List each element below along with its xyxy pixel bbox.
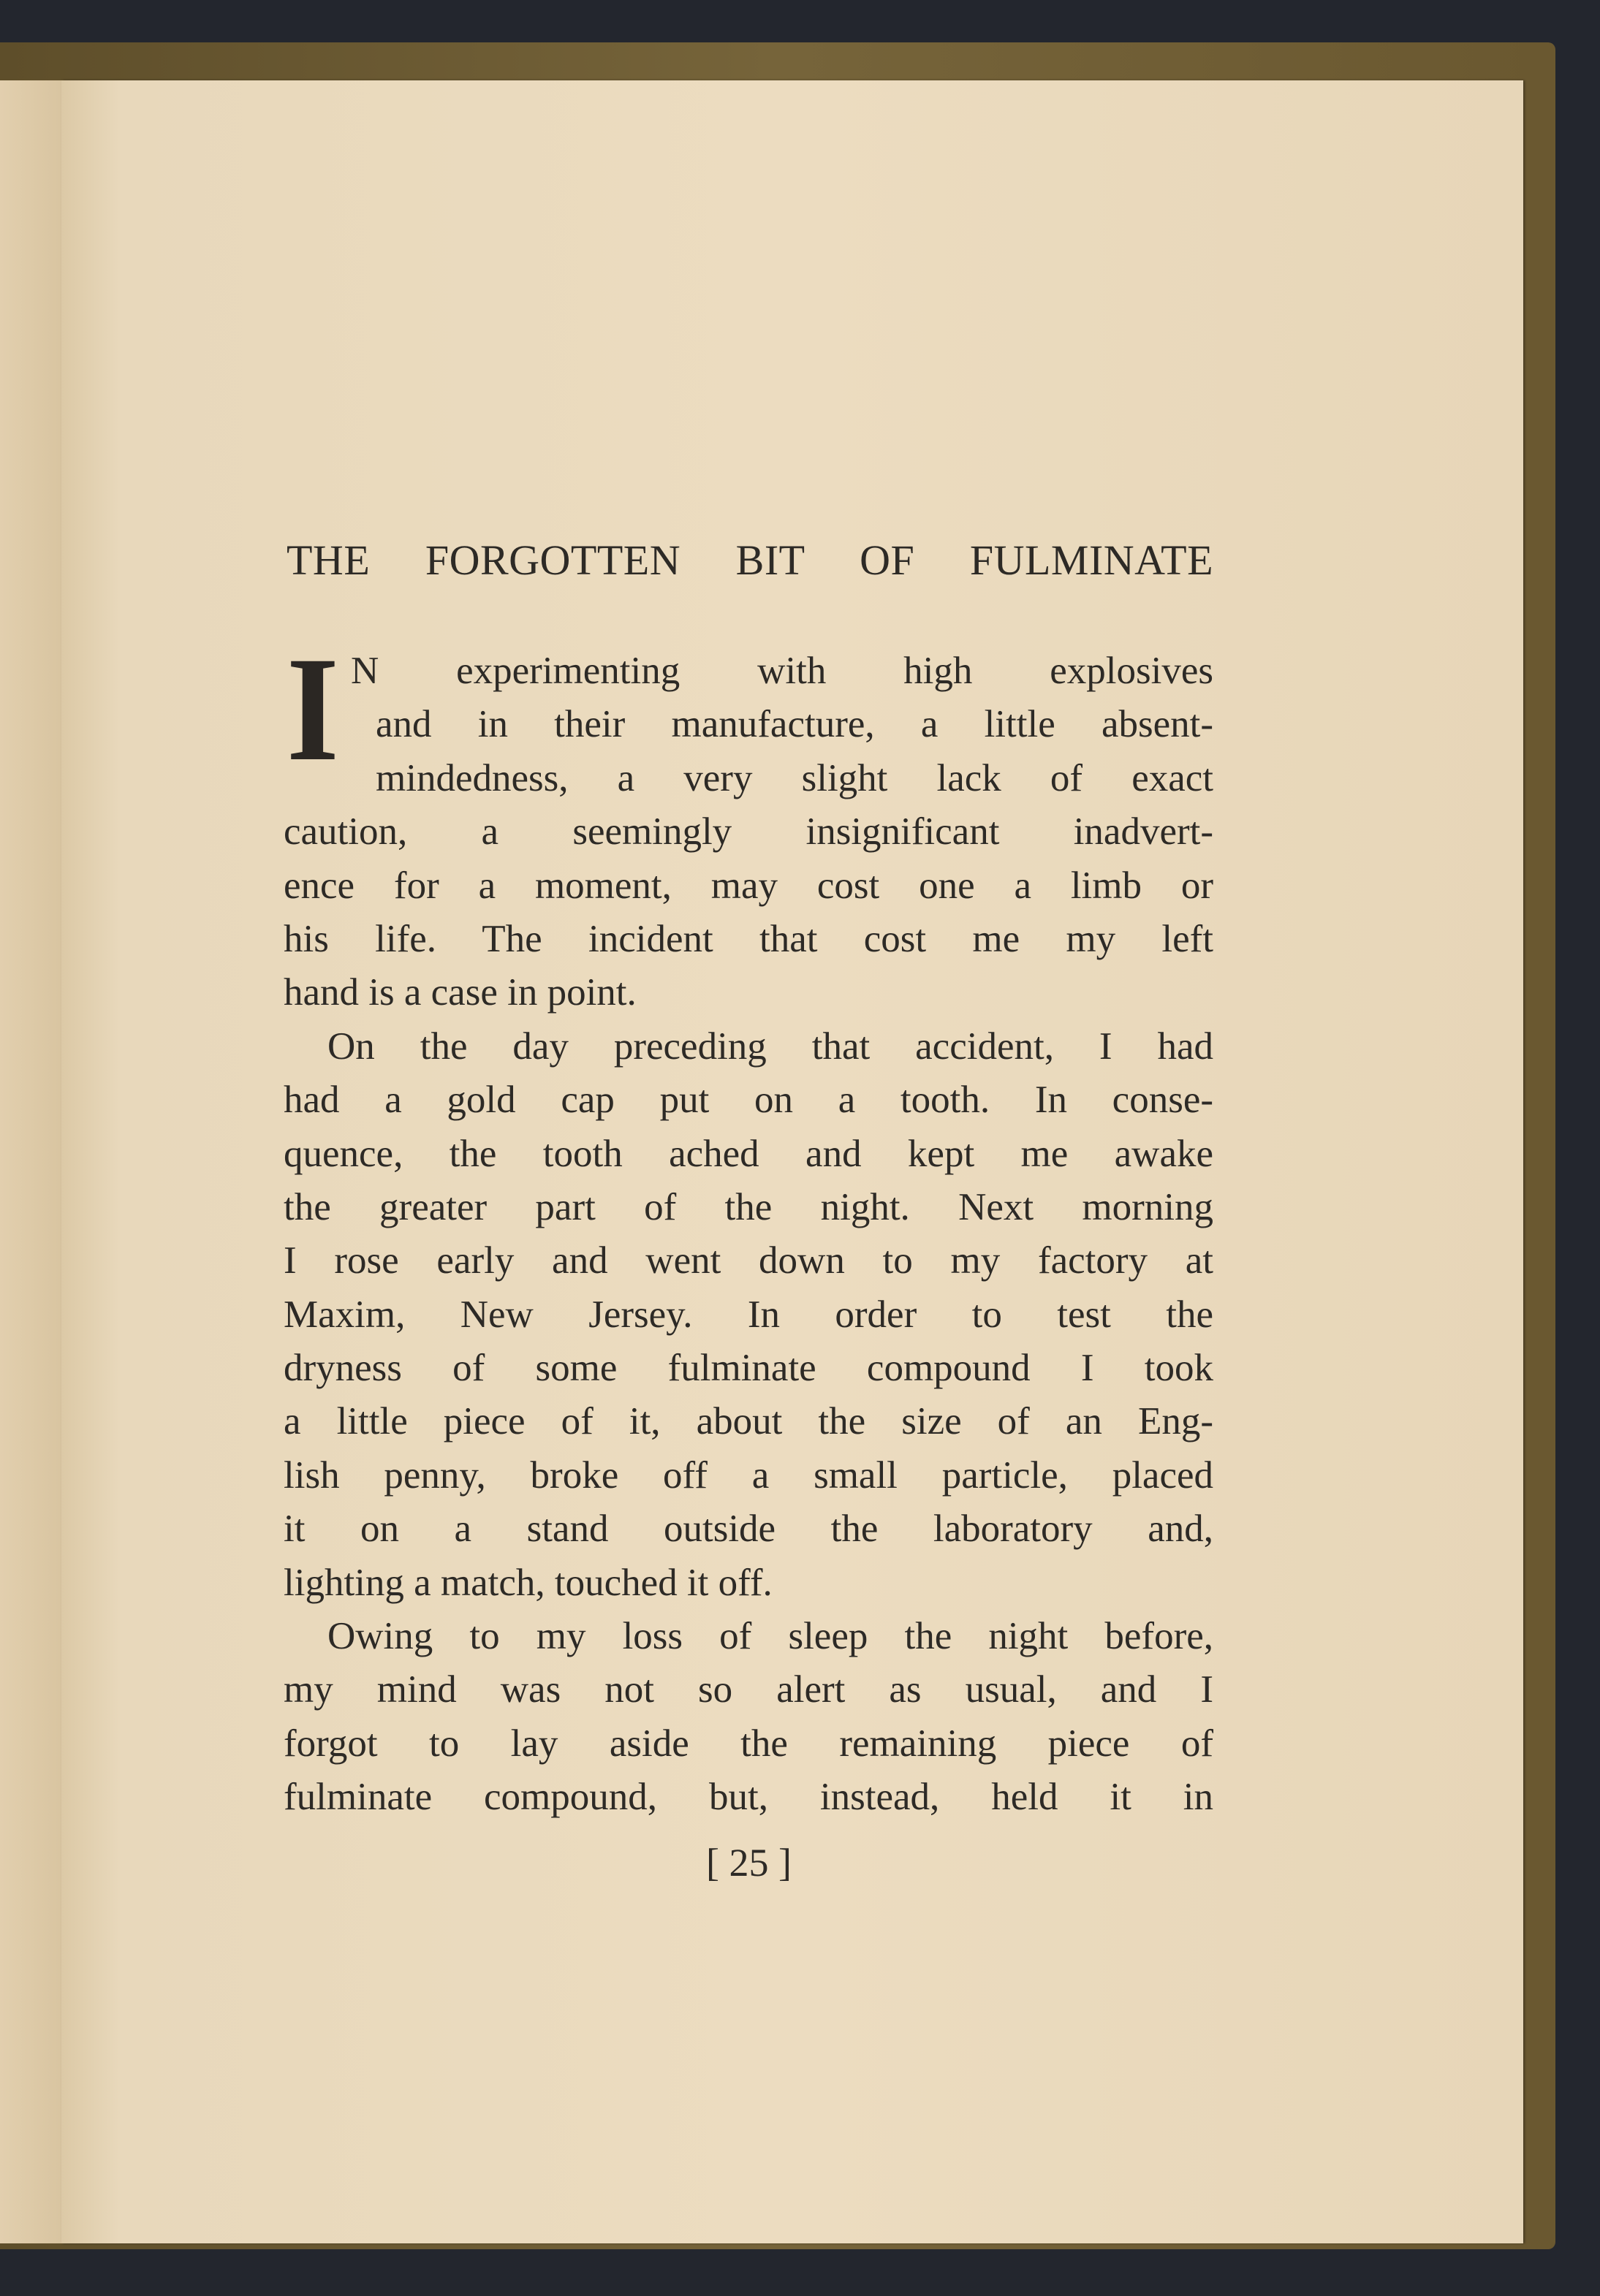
text-line: mindedness, a very slight lack of exact <box>376 756 1213 799</box>
text-line: his life. The incident that cost me my left <box>284 917 1213 960</box>
paragraph <box>284 1020 1213 1610</box>
text-line: forgot to lay aside the remaining piece of <box>284 1722 1213 1765</box>
text-line: N experimenting with high explosives <box>351 650 1213 692</box>
text-line: On the day preceding that accident, I had <box>327 1025 1213 1068</box>
text-line: my mind was not so alert as usual, and I <box>284 1668 1213 1711</box>
facing-page-edge <box>0 80 66 2243</box>
text-line: ence for a moment, may cost one a limb or <box>284 864 1213 907</box>
text-line: lish penny, broke off a small particle, placed <box>284 1453 1213 1497</box>
chapter-title: THE FORGOTTEN BIT OF FULMINATE <box>287 536 1213 584</box>
text-line: hand is a case in point. <box>284 971 637 1014</box>
text-line: had a gold cap put on a tooth. In conse- <box>284 1079 1213 1122</box>
text-line: fulminate compound, but, instead, held it in <box>284 1776 1213 1819</box>
text-line: dryness of some fulminate compound I took <box>284 1347 1213 1390</box>
text-line: the greater part of the night. Next morning <box>284 1185 1213 1228</box>
drop-cap: I <box>287 626 339 792</box>
text-line: Maxim, New Jersey. In order to test the <box>284 1293 1213 1336</box>
text-line: and in their manufacture, a little absent- <box>376 703 1213 746</box>
text-line: I rose early and went down to my factory at <box>284 1239 1213 1282</box>
body-text <box>284 645 1213 1825</box>
text-line: quence, the tooth ached and kept me awake <box>284 1132 1213 1175</box>
paragraph <box>284 1610 1213 1825</box>
text-line: it on a stand outside the laboratory and, <box>284 1508 1213 1551</box>
text-line: lighting a match, touched it off. <box>284 1561 773 1604</box>
page-number: [ 25 ] <box>706 1841 792 1885</box>
text-line: Owing to my loss of sleep the night before, <box>327 1615 1213 1658</box>
text-line: caution, a seemingly insignificant inadvert- <box>284 810 1213 854</box>
text-line: a little piece of it, about the size of an Eng- <box>284 1400 1213 1443</box>
paragraph <box>284 645 1213 1020</box>
